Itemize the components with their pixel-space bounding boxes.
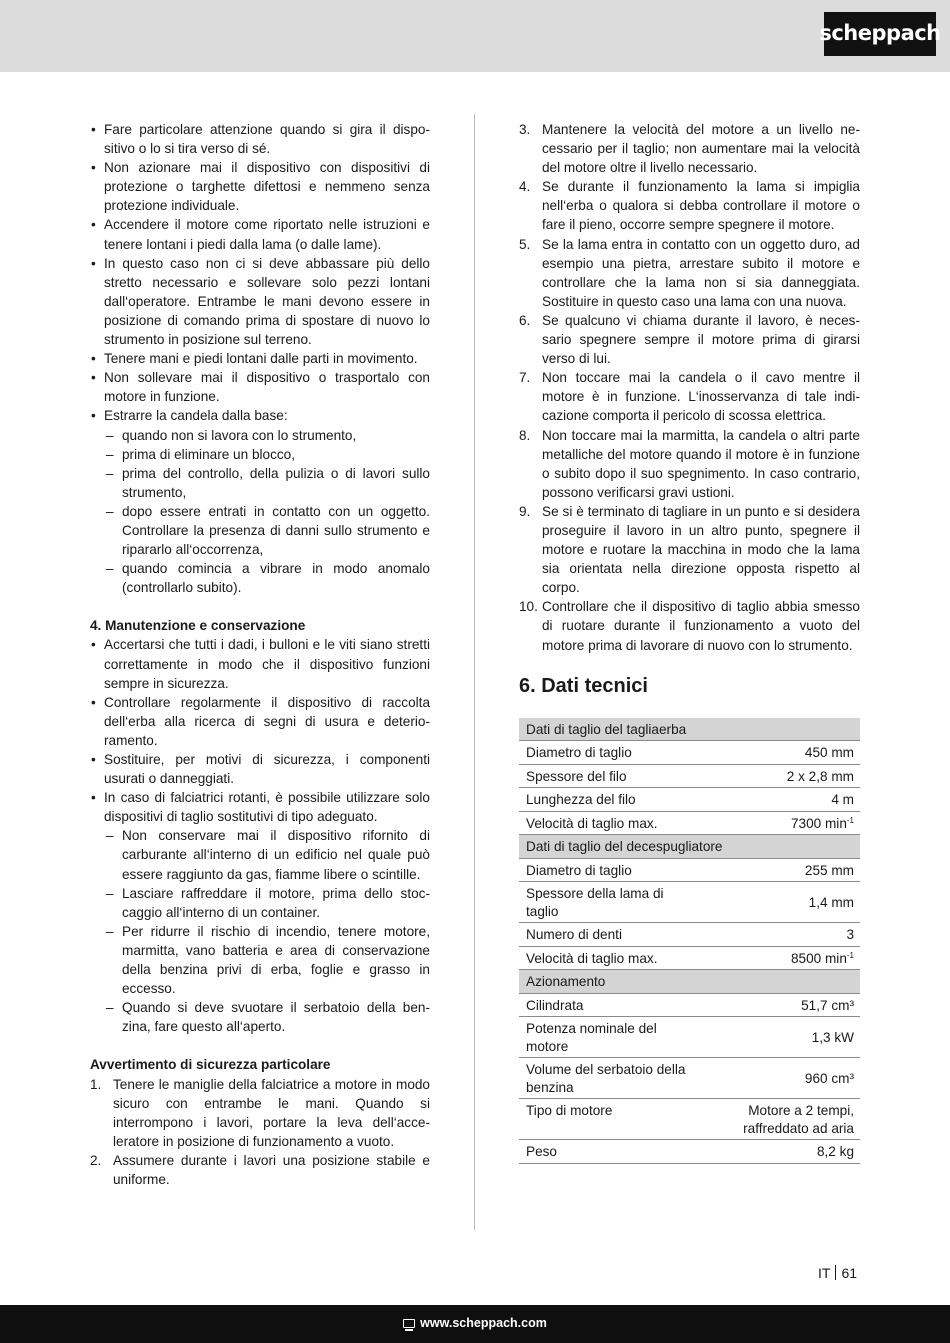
item-number: 3. (519, 122, 531, 137)
numbered-item (519, 235, 860, 311)
spec-label: Spessore del filo (519, 764, 692, 788)
safety-bullet-list (90, 120, 430, 597)
spec-value-cell (692, 1099, 860, 1140)
separator (835, 1265, 836, 1280)
page-number-value: 61 (841, 1265, 858, 1281)
table-section-row (519, 835, 860, 859)
falciatrici-label: In caso di falciatrici rotanti, è possibile utilizzare solo dispositivi di taglio sostitutivi di tipo adeguato. (104, 790, 430, 825)
item-number: 9. (519, 503, 531, 519)
warning-numbered-list-continued (519, 120, 860, 655)
dash-item: – prima del controllo, della pulizia o di lavori sullo strumento, (104, 464, 430, 502)
list-item: • Tenere mani e piedi lontani dalle parti in movimento. (90, 349, 430, 368)
table-row (519, 1058, 860, 1099)
item-text: Controllare che il dispositivo di taglio abbia smesso di ruotare durante il funzionamento a vuoto del motore prima di lavorare di nuovo con lo strumento. (542, 599, 860, 653)
item-text: Se durante il funzionamento la lama si impiglia nell‘erba o qualora si debba controllare il motore o fare il pieno, occorre sempre spegnere il motore. (542, 179, 860, 233)
dash-item: – Per ridurre il rischio di incendio, tenere motore, marmitta, vano batteria e area di conservazione della benzina privi di erba, foglie e grasso in eccesso. (104, 922, 430, 998)
spec-value-cell (692, 946, 860, 970)
technical-data-table (519, 718, 860, 1164)
table-row (519, 1099, 860, 1140)
spec-value: 8,2 kg (692, 1140, 860, 1164)
monitor-icon (403, 1319, 415, 1328)
list-item: • Accertarsi che tutti i dadi, i bulloni e le viti siano stretti correttamente in modo che il dispositivo funzioni sempre in sicurezza. (90, 635, 430, 692)
website-link[interactable]: www.scheppach.com (420, 1316, 547, 1331)
spec-exponent: -1 (846, 815, 854, 825)
dash-item: – quando non si lavora con lo strumento, (104, 426, 430, 445)
spec-label: Spessore della lama di taglio (519, 882, 692, 923)
list-item: • Non sollevare mai il dispositivo o trasportalo con motore in funzione. (90, 368, 430, 406)
spec-value: 1,4 mm (692, 882, 860, 923)
dash-item: – Lasciare raffreddare il motore, prima dello stoccaggio all‘interno di un container. (104, 884, 430, 922)
spec-label: Lunghezza del filo (519, 788, 692, 812)
table-section-label: Dati di taglio del tagliaerba (519, 718, 860, 741)
table-row (519, 882, 860, 923)
language-code: IT (818, 1265, 831, 1281)
list-item: • Non azionare mai il dispositivo con dispositivi di protezione o targhette difettosi e nemmeno senza protezione individuale. (90, 158, 430, 215)
page-number (818, 1264, 857, 1283)
table-row (519, 946, 860, 970)
page-footer (0, 1305, 950, 1343)
table-section-row (519, 718, 860, 741)
spec-value: 960 cm³ (692, 1058, 860, 1099)
numbered-item (90, 1075, 430, 1151)
right-column (519, 120, 860, 1164)
dash-item: – Non conservare mai il dispositivo rifornito di carburante all‘interno di un edificio nel quale può essere raggiunto da gas, fiamme libere o scintille. (104, 826, 430, 883)
item-number: 8. (519, 427, 531, 443)
table-row (519, 923, 860, 947)
list-item-falciatrici (90, 788, 430, 1036)
falciatrici-dash-list (104, 826, 430, 1036)
item-number: 1. (90, 1076, 102, 1092)
numbered-item (519, 502, 860, 597)
item-text: Se si è terminato di tagliare in un punto e si desidera proseguire il lavoro in un altro punto, spegnere il motore e ruotare la macchina in modo che la lama sia orientata nella direzione opposta rispetto al corpo. (542, 503, 860, 596)
spec-value: 255 mm (692, 858, 860, 882)
item-number: 6. (519, 312, 531, 328)
item-text: Non toccare mai la marmitta, la candela o altri parte metalliche del motore quando il motore è in funzione o subito dopo il suo spegnimento. In caso contrario, possono verificarsi gravi ustioni. (542, 427, 860, 500)
spec-label: Numero di denti (519, 923, 692, 947)
spec-value: 51,7 cm³ (692, 993, 860, 1017)
spec-value: 3 (692, 923, 860, 947)
item-text: Non toccare mai la candela o il cavo mentre il motore è in funzione. L‘inosservanza di tale indicazione comporta il pericolo di scossa elettrica. (542, 370, 860, 424)
table-row (519, 1140, 860, 1164)
numbered-item (519, 426, 860, 502)
table-row (519, 1017, 860, 1058)
maintenance-bullet-list (90, 635, 430, 1036)
item-text: Se qualcuno vi chiama durante il lavoro, è necessario spegnere sempre il motore prima di girarsi verso di lui. (542, 312, 860, 367)
numbered-item (90, 1151, 430, 1189)
numbered-item (519, 311, 860, 368)
column-divider (474, 114, 475, 1230)
spec-label: Tipo di motore (519, 1099, 692, 1140)
spec-value: 7300 min (790, 815, 847, 831)
dash-item: – quando comincia a vibrare in modo anomalo (controllarlo subito). (104, 559, 430, 597)
spec-label: Diametro di taglio (519, 741, 692, 765)
scheppach-logo: scheppach (824, 12, 936, 56)
spec-value-line: raffreddato ad aria (743, 1120, 854, 1136)
spec-value: 2 x 2,8 mm (692, 764, 860, 788)
spec-label: Volume del serbatoio della benzina (519, 1058, 692, 1099)
page-header (0, 0, 950, 72)
list-item: • Sostituire, per motivi di sicurezza, i componenti usurati o danneggiati. (90, 750, 430, 788)
spec-value-line: Motore a 2 tempi, (748, 1103, 854, 1119)
item-text: Assumere durante i lavori una posizione stabile e uniforme. (113, 1152, 430, 1187)
spec-value-cell (692, 811, 860, 835)
warning-heading: Avvertimento di sicurezza particolare (90, 1057, 331, 1073)
item-number: 4. (519, 179, 531, 195)
spec-label: Cilindrata (519, 993, 692, 1017)
table-row (519, 811, 860, 835)
dash-item: – dopo essere entrati in contatto con un oggetto. Controllare la presenza di danni sullo strumento e ripararlo all‘occorrenza, (104, 502, 430, 559)
list-item: • Accendere il motore come riportato nelle istruzioni e tenere lontani i piedi dalla lama (o dalle lame). (90, 215, 430, 253)
spec-value: 1,3 kW (692, 1017, 860, 1058)
table-row (519, 741, 860, 765)
spec-label: Peso (519, 1140, 692, 1164)
table-section-label: Azionamento (519, 970, 860, 994)
list-item: • Fare particolare attenzione quando si gira il dispositivo o lo si tira verso di sé. (90, 120, 430, 158)
dash-item: – prima di eliminare un blocco, (104, 445, 430, 464)
numbered-item (519, 120, 860, 177)
spec-label: Velocità di taglio max. (519, 946, 692, 970)
spec-label: Velocità di taglio max. (519, 811, 692, 835)
item-text: Tenere le maniglie della falciatrice a motore in modo sicuro con entrambe le mani. Quando si interrompono i lavori, portare la leva dell‘acceleratore in posizione di funzionamento a vuoto. (113, 1076, 430, 1149)
spec-value: 450 mm (692, 741, 860, 765)
table-row (519, 993, 860, 1017)
numbered-item (519, 368, 860, 425)
numbered-item (519, 177, 860, 234)
list-item: • In questo caso non ci si deve abbassare più dello stretto necessario e sollevare solo pezzi lontani dall‘operatore. Entrambe le mani devono essere in posizione di comando prima di spostare di nuovo lo strumento in posizione sul terreno. (90, 254, 430, 349)
item-number: 2. (90, 1152, 102, 1168)
list-item-candela (90, 406, 430, 597)
table-row (519, 788, 860, 812)
item-text: Mantenere la velocità del motore a un livello necessario per il taglio; non aumentare mai la velocità del motore oltre il livello necessario. (542, 122, 860, 176)
section-6-heading: 6. Dati tecnici (519, 674, 648, 697)
candela-label: Estrarre la candela dalla base: (104, 408, 288, 424)
section-4-heading: 4. Manutenzione e conservazione (90, 618, 306, 634)
item-number: 10. (519, 599, 538, 615)
candela-dash-list (104, 426, 430, 598)
list-item: • Controllare regolarmente il dispositivo di raccolta dell‘erba alla ricerca di segni di usura e deterioramento. (90, 693, 430, 750)
spec-value: 4 m (692, 788, 860, 812)
item-number: 7. (519, 370, 531, 386)
spec-value: 8500 min (790, 950, 847, 966)
table-row (519, 858, 860, 882)
spec-exponent: -1 (846, 950, 854, 960)
item-number: 5. (519, 236, 531, 252)
numbered-item (519, 597, 860, 654)
warning-numbered-list (90, 1075, 430, 1190)
item-text: Se la lama entra in contatto con un oggetto duro, ad esempio una pietra, arrestare subito il motore e controllare che la lama non si sia danneggiata. Sostituire in questo caso una lama con una nuova. (542, 236, 860, 309)
left-column (90, 120, 430, 1189)
spec-label: Potenza nominale del motore (519, 1017, 692, 1058)
spec-label: Diametro di taglio (519, 858, 692, 882)
dash-item: – Quando si deve svuotare il serbatoio della benzina, fare questo all‘aperto. (104, 998, 430, 1036)
table-section-row (519, 970, 860, 994)
table-row (519, 764, 860, 788)
table-section-label: Dati di taglio del decespugliatore (519, 835, 860, 859)
